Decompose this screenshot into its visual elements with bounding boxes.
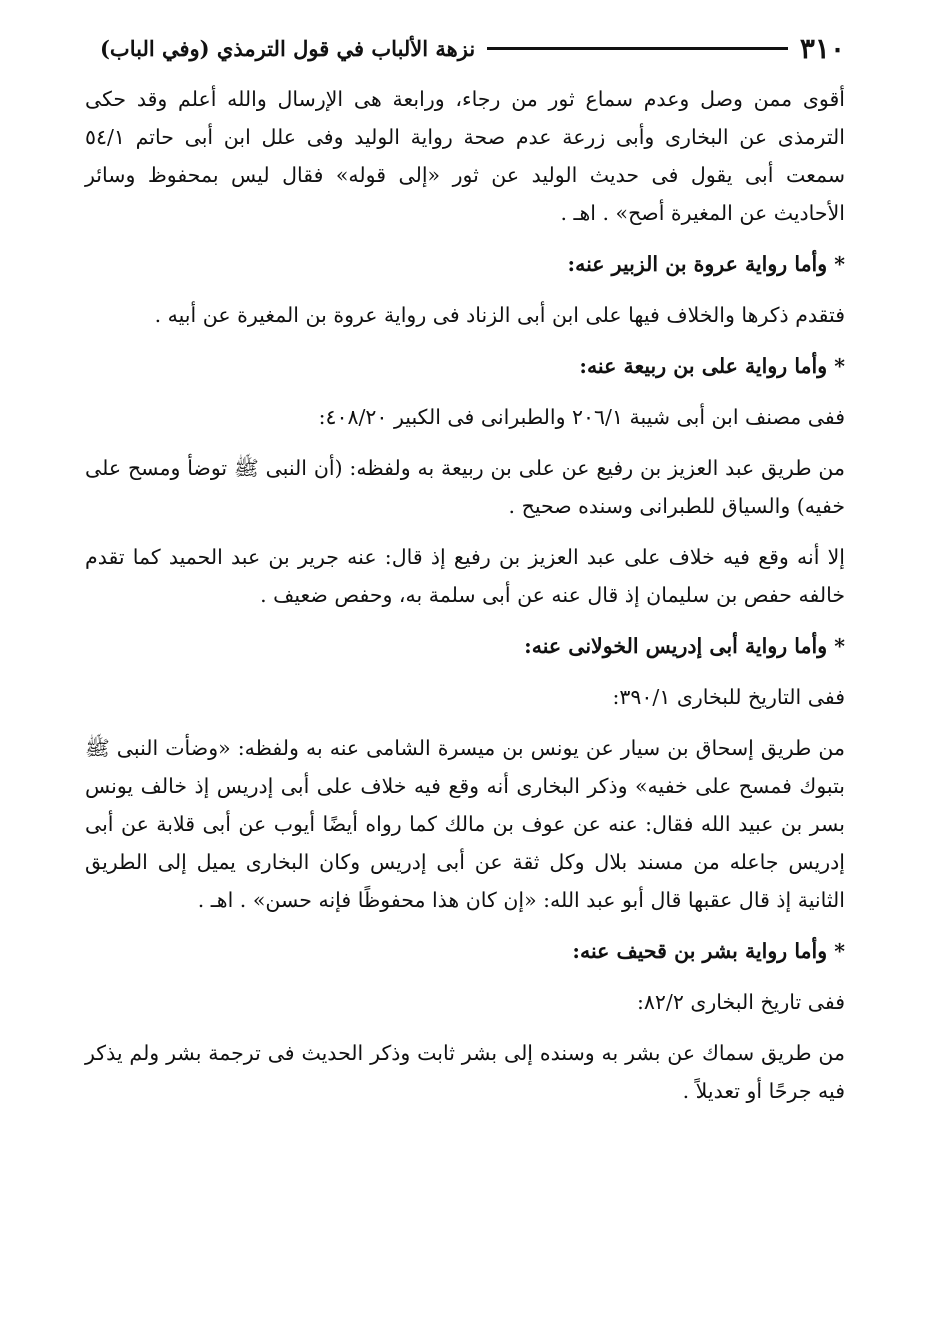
running-title: نزهة الألباب في قول الترمذي (وفي الباب) <box>100 35 476 61</box>
header-rule <box>487 47 788 50</box>
page-body <box>85 80 845 1123</box>
page-number: ٣١٠ <box>799 31 845 65</box>
page-header <box>100 28 845 68</box>
paragraph-2: فتقدم ذكرها والخلاف فيها على ابن أبى الزناد فى رواية عروة بن المغيرة عن أبيه . <box>154 303 845 327</box>
source-reference-1: ففى مصنف ابن أبى شيبة ٢٠٦/١ والطبرانى فى الكبير ٤٠٨/٢٠: <box>318 405 845 429</box>
source-reference-3: ففى تاريخ البخارى ٨٢/٢: <box>636 990 845 1014</box>
paragraph-6: من طريق سماك عن بشر به وسنده إلى بشر ثابت وذكر الحديث فى ترجمة بشر ولم يذكر فيه جرحًا أو تعديلاً . <box>85 1041 845 1103</box>
section-heading-urwa: * وأما رواية عروة بن الزبير عنه: <box>567 252 845 276</box>
section-heading-bishr: * وأما رواية بشر بن قحيف عنه: <box>572 939 845 963</box>
paragraph-4: إلا أنه وقع فيه خلاف على عبد العزيز بن رفيع إذ قال: عنه جرير بن عبد الحميد كما تقدم خالفه حفص بن سليمان إذ قال عنه عن أبى سلمة به، وحفص ضعيف . <box>85 545 845 607</box>
paragraph-1: أقوى ممن وصل وعدم سماع ثور من رجاء، ورابعة هى الإرسال والله أعلم وقد حكى الترمذى عن البخارى وأبى زرعة عدم صحة رواية الوليد وفى علل ابن أبى حاتم ٥٤/١ سمعت أبى يقول فى حديث الوليد عن ثور «إلى قوله» فقال ليس بمحفوظ وسائر الأحاديث عن المغيرة أصح» . اهـ . <box>85 87 845 225</box>
source-reference-2: ففى التاريخ للبخارى ٣٩٠/١: <box>612 685 845 709</box>
section-heading-ali-bin-rabia: * وأما رواية على بن ربيعة عنه: <box>579 354 845 378</box>
section-heading-abu-idris: * وأما رواية أبى إدريس الخولانى عنه: <box>524 634 845 658</box>
paragraph-5: من طريق إسحاق بن سيار عن يونس بن ميسرة الشامى عنه به ولفظه: «وضأت النبى ﷺ بتبوك فمسح على خفيه» وذكر البخارى أنه وقع فيه خلاف على أبى إدريس إذ خالف يونس بسر بن عبيد الله فقال: عنه عن عوف بن مالك كما رواه أيضًا أيوب عن أبى قلابة عن أبى إدريس جاعله من مسند بلال وكل ثقة عن أبى إدريس وكان البخارى يميل إلى الطريق الثانية إذ قال عقبها قال أبو عبد الله: «إن كان هذا محفوظًا فإنه حسن» . اهـ . <box>85 736 845 912</box>
paragraph-3: من طريق عبد العزيز بن رفيع عن على بن ربيعة به ولفظه: (أن النبى ﷺ توضأ ومسح على خفيه) والسياق للطبرانى وسنده صحيح . <box>85 456 845 518</box>
